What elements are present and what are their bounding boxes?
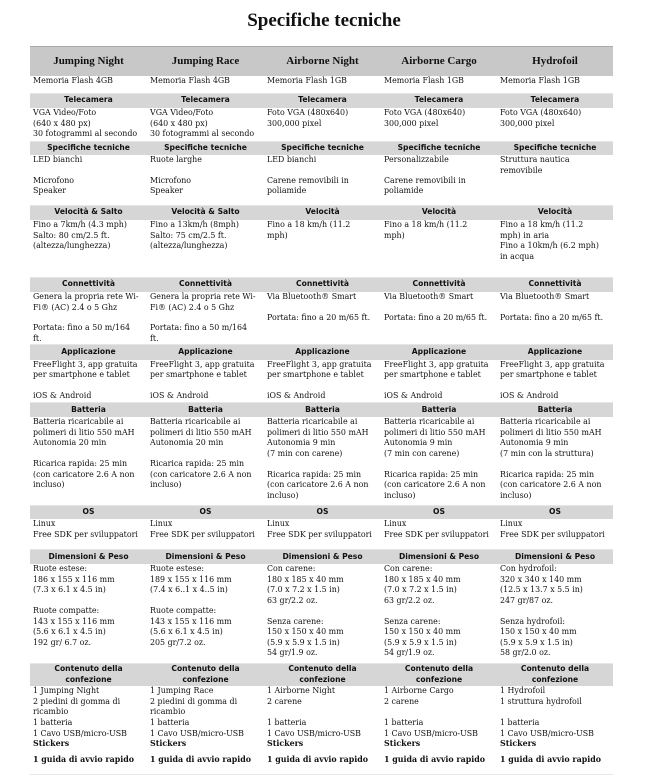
spec-text: LED bianchi xyxy=(267,155,317,164)
spec-cell xyxy=(30,686,147,774)
section-label: Specifiche tecniche xyxy=(264,141,381,155)
section-label: Batteria xyxy=(497,402,613,417)
section-label: Applicazione xyxy=(381,345,497,360)
spec-cell xyxy=(30,417,147,505)
spec-text: Fino a 18 km/h (11.2 mph) xyxy=(384,220,468,240)
spec-cell xyxy=(147,519,264,549)
spec-row xyxy=(30,564,613,663)
spec-text: Ruote compatte: 143 x 155 x 116 mm (5.6 x 6.1 x 4.5 in) 205 gr/7.2 oz. xyxy=(150,605,232,647)
spec-text: 1 guida di avvio rapido xyxy=(33,754,134,764)
section-label: Telecamera xyxy=(30,93,147,108)
spec-text: Genera la propria rete Wi- Fi® (AC) 2.4 o 5 Ghz xyxy=(150,292,256,312)
spec-text: Ruote estese: 186 x 155 x 116 mm (7.3 x 6.1 x 4.5 in) xyxy=(33,564,115,595)
section-label: Connettività xyxy=(497,277,613,292)
spec-text: Ricarica rapida: 25 min (con caricatore 2.6 A non incluso) xyxy=(150,458,252,490)
spec-cell xyxy=(497,519,613,549)
spec-text: Portata: fino a 20 m/65 ft. xyxy=(384,312,488,322)
spec-cell xyxy=(30,292,147,345)
spec-cell xyxy=(264,360,381,402)
section-label: Connettività xyxy=(381,277,497,292)
spec-text: Ruote estese: 189 x 155 x 116 mm (7.4 x 6..1 x 4..5 in) xyxy=(150,564,232,595)
spec-text: Linux Free SDK per sviluppatori xyxy=(150,519,255,539)
spec-cell xyxy=(264,108,381,141)
section-label: Dimensioni & Peso xyxy=(30,549,147,564)
spec-text: Portata: fino a 20 m/65 ft. xyxy=(500,312,604,322)
spec-cell xyxy=(497,108,613,141)
section-label: OS xyxy=(264,505,381,519)
spec-text: FreeFlight 3, app gratuita per smartphone e tablet xyxy=(500,359,605,380)
spec-text: 1 Jumping Race 2 piedini di gomma di ricambio 1 batteria 1 Cavo USB/micro-USB xyxy=(150,686,244,738)
spec-cell xyxy=(147,564,264,663)
spec-text: iOS & Android xyxy=(384,391,443,401)
spec-text: Linux Free SDK per sviluppatori xyxy=(384,519,489,539)
spec-cell xyxy=(30,76,147,93)
spec-text: Ricarica rapida: 25 min (con caricatore 2.6 A non incluso) xyxy=(384,469,486,500)
section-label: Telecamera xyxy=(497,93,613,108)
spec-cell xyxy=(264,76,381,93)
spec-text: Genera la propria rete Wi- Fi® (AC) 2.4 o 5 Ghz xyxy=(33,292,139,312)
spec-text: Batteria ricaricabile ai polimeri di litio 550 mAH Autonomia 20 min xyxy=(150,417,252,448)
spec-cell xyxy=(264,155,381,205)
spec-text: Con carene: 180 x 185 x 40 mm (7.0 x 7.2 x 1.5 in) 63 gr/2.2 oz. xyxy=(384,564,461,605)
spec-cell xyxy=(381,108,497,141)
spec-cell xyxy=(30,108,147,141)
spec-cell xyxy=(381,155,497,205)
spec-text: 1 Jumping Night 2 piedini di gomma di ricambio 1 batteria 1 Cavo USB/micro-USB xyxy=(33,686,127,738)
spec-cell xyxy=(264,564,381,663)
spec-cell xyxy=(264,519,381,549)
section-header-row xyxy=(30,205,613,220)
section-header-row xyxy=(30,141,613,155)
spec-text: Ruote larghe xyxy=(150,155,202,164)
spec-text: iOS & Android xyxy=(267,391,326,401)
spec-row xyxy=(30,155,613,205)
spec-text: Foto VGA (480x640) 300,000 pixel xyxy=(384,108,466,128)
spec-text: iOS & Android xyxy=(500,391,559,401)
spec-cell xyxy=(497,564,613,663)
product-name: Jumping Race xyxy=(147,47,264,77)
section-label: Applicazione xyxy=(147,345,264,360)
section-label: Telecamera xyxy=(264,93,381,108)
spec-text: Ricarica rapida: 25 min (con caricatore 2.6 A non incluso) xyxy=(33,458,135,490)
spec-cell xyxy=(381,686,497,774)
spec-table xyxy=(30,46,613,775)
spec-cell xyxy=(497,360,613,402)
section-header-row xyxy=(30,402,613,417)
spec-cell xyxy=(30,519,147,549)
spec-cell xyxy=(264,292,381,345)
spec-text: Microfono Speaker xyxy=(33,175,75,196)
section-label: Applicazione xyxy=(30,345,147,360)
section-label: Batteria xyxy=(264,402,381,417)
spec-text: VGA Video/Foto (640 x 480 px) 30 fotogrammi al secondo xyxy=(33,108,138,139)
section-label: Velocità & Salto xyxy=(30,205,147,220)
spec-cell xyxy=(381,292,497,345)
spec-text: iOS & Android xyxy=(33,391,92,401)
section-label: Dimensioni & Peso xyxy=(381,549,497,564)
spec-text: Memoria Flash 4GB xyxy=(33,76,113,85)
section-label: Telecamera xyxy=(147,93,264,108)
section-label: Specifiche tecniche xyxy=(381,141,497,155)
spec-text: Memoria Flash 4GB xyxy=(150,76,230,85)
spec-cell xyxy=(30,564,147,663)
spec-cell xyxy=(147,292,264,345)
spec-text: iOS & Android xyxy=(150,391,209,401)
spec-text: LED bianchi xyxy=(33,155,83,164)
section-header-row xyxy=(30,277,613,292)
spec-text: Personalizzabile xyxy=(384,155,449,164)
spec-text: Stickers xyxy=(150,739,187,749)
spec-cell xyxy=(264,220,381,277)
spec-text: Memoria Flash 1GB xyxy=(500,76,580,85)
spec-text: Fino a 13km/h (8mph) Salto: 75 cm/2.5 ft. (altezza/lunghezza) xyxy=(150,220,239,251)
section-label: Contenuto della confezione xyxy=(30,663,147,686)
spec-text: Fino a 18 km/h (11.2 mph) xyxy=(267,220,351,240)
spec-row xyxy=(30,220,613,277)
section-label: Applicazione xyxy=(497,345,613,360)
spec-cell xyxy=(497,76,613,93)
product-name: Airborne Cargo xyxy=(381,47,497,77)
section-label: Batteria xyxy=(30,402,147,417)
spec-row xyxy=(30,360,613,402)
spec-text: Linux Free SDK per sviluppatori xyxy=(33,519,138,539)
spec-text: FreeFlight 3, app gratuita per smartphone e tablet xyxy=(384,359,489,380)
spec-cell xyxy=(497,292,613,345)
spec-text: Struttura nautica removibile xyxy=(500,155,570,175)
spec-text: Linux Free SDK per sviluppatori xyxy=(267,519,372,539)
spec-text: Carene removibili in poliamide xyxy=(267,175,349,196)
section-label: Batteria xyxy=(147,402,264,417)
spec-text: Stickers xyxy=(500,739,537,749)
section-header-row xyxy=(30,505,613,519)
section-label: Velocità xyxy=(264,205,381,220)
section-header-row xyxy=(30,93,613,108)
spec-text: Via Bluetooth® Smart xyxy=(500,292,590,301)
spec-text: Portata: fino a 20 m/65 ft. xyxy=(267,312,371,322)
spec-cell xyxy=(381,519,497,549)
spec-cell xyxy=(497,220,613,277)
spec-cell xyxy=(497,155,613,205)
spec-cell xyxy=(381,220,497,277)
spec-text: Portata: fino a 50 m/164 ft. xyxy=(150,323,247,343)
spec-text: 1 Airborne Cargo 2 carene 1 batteria 1 Cavo USB/micro-USB xyxy=(384,686,478,738)
section-header-row xyxy=(30,345,613,360)
spec-cell xyxy=(381,76,497,93)
spec-cell xyxy=(264,686,381,774)
spec-cell xyxy=(497,686,613,774)
spec-cell xyxy=(147,220,264,277)
spec-text: Stickers xyxy=(267,739,304,749)
spec-text: Fino a 7km/h (4.3 mph) Salto: 80 cm/2.5 ft. (altezza/lunghezza) xyxy=(33,220,127,251)
page-title: Specifiche tecniche xyxy=(247,10,401,31)
section-label: Velocità xyxy=(381,205,497,220)
spec-text: 1 Hydrofoil 1 struttura hydrofoil 1 batteria 1 Cavo USB/micro-USB xyxy=(500,686,594,738)
spec-cell xyxy=(381,417,497,505)
section-label: OS xyxy=(30,505,147,519)
section-label: Connettività xyxy=(30,277,147,292)
spec-text: Con hydrofoil: 320 x 340 x 140 mm (12.5 x 13.7 x 5.5 in) 247 gr/87 oz. xyxy=(500,564,583,605)
spec-text: 1 guida di avvio rapido xyxy=(150,754,251,764)
spec-text: Foto VGA (480x640) 300,000 pixel xyxy=(500,108,582,128)
spec-text: 1 guida di avvio rapido xyxy=(267,754,368,764)
section-header-row xyxy=(30,549,613,564)
spec-text: 1 guida di avvio rapido xyxy=(384,754,485,764)
spec-cell xyxy=(30,360,147,402)
spec-text: FreeFlight 3, app gratuita per smartphone e tablet xyxy=(267,359,372,380)
spec-text: 1 guida di avvio rapido xyxy=(500,754,601,764)
section-label: Specifiche tecniche xyxy=(30,141,147,155)
spec-text: Memoria Flash 1GB xyxy=(267,76,347,85)
product-name: Jumping Night xyxy=(30,47,147,77)
spec-text: Portata: fino a 50 m/164 ft. xyxy=(33,323,130,343)
section-label: OS xyxy=(497,505,613,519)
spec-cell xyxy=(147,417,264,505)
spec-text: Linux Free SDK per sviluppatori xyxy=(500,519,605,539)
spec-text: Ruote compatte: 143 x 155 x 116 mm (5.6 x 6.1 x 4.5 in) 192 gr/ 6.7 oz. xyxy=(33,605,115,647)
spec-text: Via Bluetooth® Smart xyxy=(384,292,474,301)
spec-text: Con carene: 180 x 185 x 40 mm (7.0 x 7.2 x 1.5 in) 63 gr/2.2 oz. xyxy=(267,564,344,605)
spec-text: Batteria ricaricabile ai polimeri di litio 550 mAH Autonomia 9 min (7 min con carene) xyxy=(384,417,486,458)
spec-text: Ricarica rapida: 25 min (con caricatore 2.6 A non incluso) xyxy=(500,469,602,500)
section-label: Velocità & Salto xyxy=(147,205,264,220)
spec-text: Batteria ricaricabile ai polimeri di litio 550 mAH Autonomia 9 min (7 min con la struttura) xyxy=(500,417,602,458)
spec-text: Senza carene: 150 x 150 x 40 mm (5.9 x 5.9 x 1.5 in) 54 gr/1.9 oz. xyxy=(267,616,344,658)
spec-text: FreeFlight 3, app gratuita per smartphone e tablet xyxy=(150,359,255,380)
section-label: Connettività xyxy=(147,277,264,292)
section-label: Applicazione xyxy=(264,345,381,360)
section-label: Contenuto della confezione xyxy=(381,663,497,686)
spec-text: Batteria ricaricabile ai polimeri di litio 550 mAH Autonomia 9 min (7 min con carene) xyxy=(267,417,369,458)
section-label: Dimensioni & Peso xyxy=(147,549,264,564)
section-label: OS xyxy=(147,505,264,519)
spec-text: VGA Video/Foto (640 x 480 px) 30 fotogrammi al secondo xyxy=(150,108,255,139)
spec-text: 1 Airborne Night 2 carene 1 batteria 1 Cavo USB/micro-USB xyxy=(267,686,361,738)
spec-text: Stickers xyxy=(384,739,421,749)
section-label: Dimensioni & Peso xyxy=(497,549,613,564)
product-header-row xyxy=(30,47,613,77)
spec-cell xyxy=(147,360,264,402)
spec-row xyxy=(30,686,613,774)
section-header-row xyxy=(30,663,613,686)
section-label: Contenuto della confezione xyxy=(497,663,613,686)
section-label: Velocità xyxy=(497,205,613,220)
section-label: Contenuto della confezione xyxy=(147,663,264,686)
spec-cell xyxy=(381,360,497,402)
spec-text: Memoria Flash 1GB xyxy=(384,76,464,85)
section-label: Connettività xyxy=(264,277,381,292)
spec-cell xyxy=(264,417,381,505)
spec-cell xyxy=(147,686,264,774)
product-name: Airborne Night xyxy=(264,47,381,77)
product-name: Hydrofoil xyxy=(497,47,613,77)
section-label: Telecamera xyxy=(381,93,497,108)
spec-row xyxy=(30,417,613,505)
spec-cell xyxy=(497,417,613,505)
spec-text: Senza hydrofoil: 150 x 150 x 40 mm (5.9 x 5.9 x 1.5 in) 58 gr/2.0 oz. xyxy=(500,616,577,658)
section-label: Contenuto della confezione xyxy=(264,663,381,686)
spec-cell xyxy=(30,155,147,205)
spec-cell xyxy=(147,155,264,205)
section-label: Specifiche tecniche xyxy=(147,141,264,155)
spec-row xyxy=(30,519,613,549)
spec-text: Senza carene: 150 x 150 x 40 mm (5.9 x 5.9 x 1.5 in) 54 gr/1.9 oz. xyxy=(384,616,461,658)
spec-row xyxy=(30,76,613,93)
spec-text: Ricarica rapida: 25 min (con caricatore 2.6 A non incluso) xyxy=(267,469,369,500)
spec-text: Fino a 18 km/h (11.2 mph) in aria Fino a 10km/h (6.2 mph) in acqua xyxy=(500,220,599,261)
section-label: Specifiche tecniche xyxy=(497,141,613,155)
spec-cell xyxy=(381,564,497,663)
spec-cell xyxy=(147,76,264,93)
section-label: OS xyxy=(381,505,497,519)
spec-text: FreeFlight 3, app gratuita per smartphone e tablet xyxy=(33,359,138,380)
spec-cell xyxy=(30,220,147,277)
section-label: Batteria xyxy=(381,402,497,417)
spec-row xyxy=(30,292,613,345)
spec-text: Carene removibili in poliamide xyxy=(384,175,466,196)
spec-text: Stickers xyxy=(33,739,70,749)
spec-text: Microfono Speaker xyxy=(150,175,192,196)
spec-text: Foto VGA (480x640) 300,000 pixel xyxy=(267,108,349,128)
spec-text: Batteria ricaricabile ai polimeri di litio 550 mAH Autonomia 20 min xyxy=(33,417,135,448)
spec-text: Via Bluetooth® Smart xyxy=(267,292,357,301)
section-label: Dimensioni & Peso xyxy=(264,549,381,564)
spec-cell xyxy=(147,108,264,141)
spec-row xyxy=(30,108,613,141)
